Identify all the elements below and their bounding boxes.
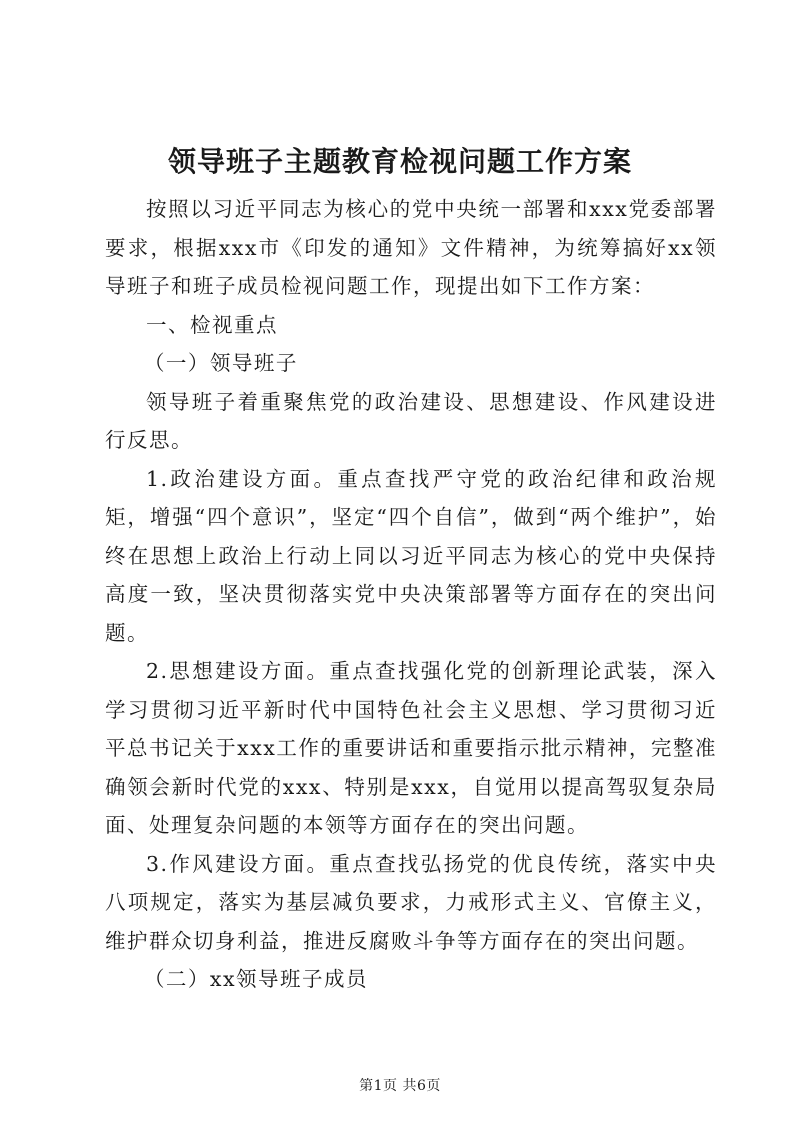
document-body bbox=[105, 190, 717, 999]
page-number: 第1页 共6页 bbox=[359, 1078, 441, 1094]
section-heading-inspection-focus: 一、检视重点 bbox=[146, 312, 278, 337]
subheading-team-members: （二）xx领导班子成员 bbox=[143, 967, 369, 991]
work-style-construction-paragraph: 3.作风建设方面。重点查找弘扬党的优良传统，落实中央八项规定，落实为基层减负要求，力戒形式主义、官僚主义，维护群众切身利益，推进反腐败斗争等方面存在的突出问题。 bbox=[105, 851, 717, 953]
subheading-leadership-team: （一）领导班子 bbox=[143, 351, 298, 375]
document-title: 领导班子主题教育检视问题工作方案 bbox=[167, 145, 632, 178]
intro-paragraph: 按照以习近平同志为核心的党中央统一部署和xxx党委部署要求，根据xxx市《印发的通知》文件精神，为统筹搞好xx领导班子和班子成员检视问题工作，现提出如下工作方案： bbox=[105, 197, 717, 298]
political-construction-paragraph: 1.政治建设方面。重点查找严守党的政治纪律和政治规矩，增强“四个意识”，坚定“四个自信”，做到“两个维护”，始终在思想上政治上行动上同以习近平同志为核心的党中央保持高度一致，坚决贯彻落实党中央决策部署等方面存在的突出问题。 bbox=[105, 466, 717, 645]
leadership-intro-paragraph: 领导班子着重聚焦党的政治建设、思想建设、作风建设进行反思。 bbox=[105, 389, 717, 452]
ideological-construction-paragraph: 2.思想建设方面。重点查找强化党的创新理论武装，深入学习贯彻习近平新时代中国特色社会主义思想、学习贯彻习近平总书记关于xxx工作的重要讲话和重要指示批示精神，完整准确领会新时代党的xxx、特别是xxx，自觉用以提高驾驭复杂局面、处理复杂问题的本领等方面存在的突出问题。 bbox=[105, 659, 717, 837]
